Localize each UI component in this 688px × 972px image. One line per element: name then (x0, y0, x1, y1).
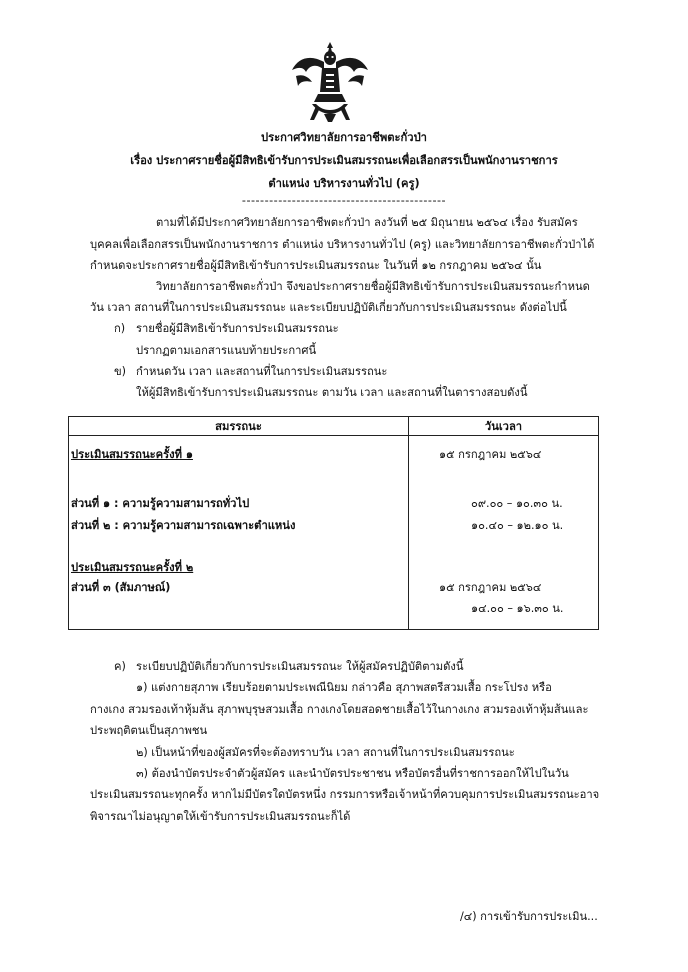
rule-2: ๒) เป็นหน้าที่ของผู้สมัครที่จะต้องทราบวัน เวลา สถานที่ในการประเมินสมรรถนะ (136, 746, 515, 759)
exam-schedule-table (68, 416, 599, 630)
rule-3-line-1: ๓) ต้องนำบัตรประจำตัวผู้สมัคร และนำบัตรประชาชน หรือบัตรอื่นที่ราชการออกให้ไปในวัน (136, 767, 569, 780)
rules-label: ค) (114, 660, 126, 673)
round-2-title: ประเมินสมรรถนะครั้งที่ ๒ (71, 561, 194, 574)
item-a-detail: ปรากฏตามเอกสารแนบท้ายประกาศนี้ (136, 344, 317, 357)
announcement-subject: เรื่อง ประกาศรายชื่อผู้มีสิทธิเข้ารับการประเมินสมรรถนะเพื่อเลือกสรรเป็นพนักงานราชการ (130, 154, 558, 167)
table-header-competency: สมรรถนะ (69, 417, 409, 436)
rule-1-line-2: กางเกง สวมรองเท้าหุ้มส้น สุภาพบุรุษสวมเสื้อ กางเกงโดยสอดชายเสื้อไว้ในกางเกง สวมรองเท้าหุ้มส้นและ (90, 703, 589, 716)
part-3-label: ส่วนที่ ๓ (สัมภาษณ์) (71, 581, 171, 594)
item-a-title: รายชื่อผู้มีสิทธิเข้ารับการประเมินสมรรถนะ (136, 322, 339, 335)
rule-1-line-1: ๑) แต่งกายสุภาพ เรียบร้อยตามประเพณีนิยม กล่าวคือ สุภาพสตรีสวมเสื้อ กระโปรง หรือ (136, 681, 552, 694)
round-1-date: ๑๕ กรกฎาคม ๒๕๖๔ (439, 448, 542, 461)
paragraph-1-line-2: บุคคลเพื่อเลือกสรรเป็นพนักงานราชการ ตำแหน่ง บริหารงานทั่วไป (ครู) และวิทยาลัยการอาชีพตะกั่วป่าได้ (90, 238, 595, 251)
garuda-emblem-icon (290, 40, 370, 122)
page-continuation: /๔) การเข้ารับการประเมิน... (460, 910, 598, 923)
paragraph-1-line-1: ตามที่ได้มีประกาศวิทยาลัยการอาชีพตะกั่วป่า ลงวันที่ ๒๕ มิถุนายน ๒๕๖๔ เรื่อง รับสมัคร (156, 216, 578, 229)
item-b-detail: ให้ผู้มีสิทธิเข้ารับการประเมินสมรรถนะ ตามวัน เวลา และสถานที่ในตารางสอบดังนี้ (136, 386, 528, 399)
round-2-date: ๑๕ กรกฎาคม ๒๕๖๔ (439, 581, 542, 594)
paragraph-2-line-1: วิทยาลัยการอาชีพตะกั่วป่า จึงขอประกาศรายชื่อผู้มีสิทธิเข้ารับการประเมินสมรรถนะกำหนด (156, 280, 590, 293)
part-1-label: ส่วนที่ ๑ : ความรู้ความสามารถทั่วไป (71, 497, 250, 510)
rules-title: ระเบียบปฏิบัติเกี่ยวกับการประเมินสมรรถนะ ให้ผู้สมัครปฏิบัติตามดังนี้ (136, 660, 464, 673)
competency-cell (69, 436, 409, 630)
rule-3-line-3: พิจารณาไม่อนุญาตให้เข้ารับการประเมินสมรรถนะก็ได้ (90, 810, 351, 823)
table-header-datetime: วันเวลา (409, 417, 599, 436)
item-a-label: ก) (114, 322, 126, 335)
part-3-time: ๑๔.๐๐ – ๑๖.๓๐ น. (471, 602, 564, 615)
item-b-title: กำหนดวัน เวลา และสถานที่ในการประเมินสมรรถนะ (136, 365, 388, 378)
table-row (69, 436, 599, 630)
part-2-label: ส่วนที่ ๒ : ความรู้ความสามารถเฉพาะตำแหน่ง (71, 519, 296, 532)
rule-3-line-2: ประเมินสมรรถนะทุกครั้ง หากไม่มีบัตรใดบัตรหนึ่ง กรรมการหรือเจ้าหน้าที่ควบคุมการประเมินสมรรถนะอาจ (90, 788, 600, 801)
header-separator: --------------------------------------------- (241, 194, 447, 207)
datetime-cell (409, 436, 599, 630)
table-header-row (69, 417, 599, 436)
item-b-label: ข) (114, 365, 127, 378)
paragraph-1-line-3: กำหนดจะประกาศรายชื่อผู้มีสิทธิเข้ารับการประเมินสมรรถนะ ในวันที่ ๑๒ กรกฎาคม ๒๕๖๔ นั้น (90, 259, 542, 272)
paragraph-2-line-2: วัน เวลา สถานที่ในการประเมินสมรรถนะ และระเบียบปฏิบัติเกี่ยวกับการประเมินสมรรถนะ ดังต่อไปนี้ (90, 301, 567, 314)
announcement-title: ประกาศวิทยาลัยการอาชีพตะกั่วป่า (261, 131, 427, 144)
position-title: ตำแหน่ง บริหารงานทั่วไป (ครู) (268, 177, 420, 190)
rule-1-line-3: ประพฤติตนเป็นสุภาพชน (90, 724, 208, 737)
part-1-time: ๐๙.๐๐ – ๑๐.๓๐ น. (471, 497, 563, 510)
round-1-title: ประเมินสมรรถนะครั้งที่ ๑ (71, 448, 193, 461)
part-2-time: ๑๐.๔๐ – ๑๒.๑๐ น. (471, 519, 564, 532)
